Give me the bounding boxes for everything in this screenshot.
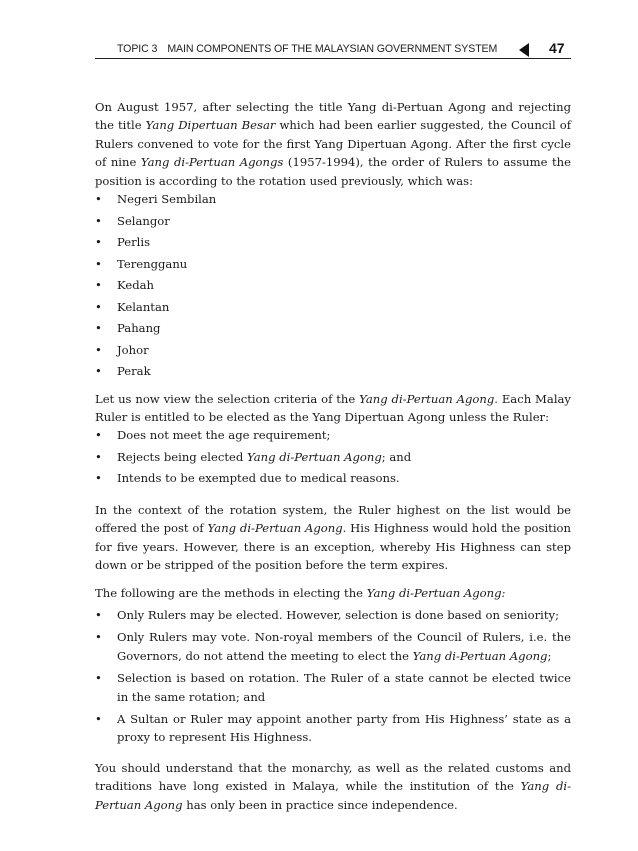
list-item: • Selangor	[95, 213, 170, 228]
list-item: • Does not meet the age requirement;	[95, 428, 331, 443]
list-item: • Negeri Sembilan	[95, 192, 217, 207]
paragraph-intro: On August 1957, after selecting the title Yang di-Pertuan Agong and rejecting the title Yang Dipertuan Besar which had been earlier suggested, the Council of Rulers convened to vote for the first Yang Dipertuan Agong. After the first cycle of nine Yang di-Pertuan Agongs (1957-1994), the order of Rulers to assume the position is according to the rotation used previously, which was:	[95, 100, 572, 188]
list-item: • Intends to be exempted due to medical reasons.	[95, 471, 400, 486]
paragraph-conclusion: You should understand that the monarchy, as well as the related customs and traditions have long existed in Malaya, while the institution of the Yang di-Pertuan Agong has only been in practice since independence.	[95, 760, 571, 812]
header-title	[117, 43, 497, 55]
running-header	[95, 36, 571, 60]
list-item: • Selection is based on rotation. The Ruler of a state cannot be elected twice in the same rotation; and	[95, 671, 571, 704]
page-number: 47	[549, 40, 565, 56]
list-item: • Perlis	[95, 235, 151, 250]
list-item: • Terengganu	[95, 256, 188, 271]
header-chapter-title: MAIN COMPONENTS OF THE MALAYSIAN GOVERNMENT SYSTEM	[167, 43, 498, 55]
triangle-left-icon	[519, 43, 529, 57]
paragraph-selection-criteria: Let us now view the selection criteria of the Yang di-Pertuan Agong. Each Malay Ruler is entitled to be elected as the Yang Dipertuan Agong unless the Ruler:	[95, 391, 571, 424]
header-rule	[95, 58, 571, 59]
list-item: • Kelantan	[95, 299, 170, 314]
list-item: • Pahang	[95, 321, 161, 336]
header-topic: TOPIC 3	[117, 43, 158, 55]
election-methods-list	[95, 606, 571, 747]
list-item: • Johor	[95, 342, 149, 357]
list-item: • Kedah	[95, 278, 155, 293]
list-item: • A Sultan or Ruler may appoint another party from His Highness’ state as a proxy to represent His Highness.	[95, 711, 571, 745]
paragraph-methods-intro: The following are the methods in electing the Yang di-Pertuan Agong:	[95, 586, 506, 601]
list-item: • Only Rulers may be elected. However, selection is done based on seniority;	[95, 607, 559, 622]
list-item: • Only Rulers may vote. Non-royal members of the Council of Rulers, i.e. the Governors, do not attend the meeting to elect the Yang di-Pertuan Agong;	[95, 630, 571, 663]
list-item: • Perak	[95, 364, 151, 379]
criteria-list	[95, 426, 571, 491]
paragraph-rotation-system: In the context of the rotation system, the Ruler highest on the list would be offered the post of Yang di-Pertuan Agong. His Highness would hold the position for five years. However, there is an exception, whereby His Highness can step down or be stripped of the position before the term expires.	[95, 502, 571, 573]
rotation-state-list	[95, 190, 571, 384]
list-item: • Rejects being elected Yang di-Pertuan Agong; and	[95, 449, 412, 464]
body-text	[95, 98, 571, 814]
